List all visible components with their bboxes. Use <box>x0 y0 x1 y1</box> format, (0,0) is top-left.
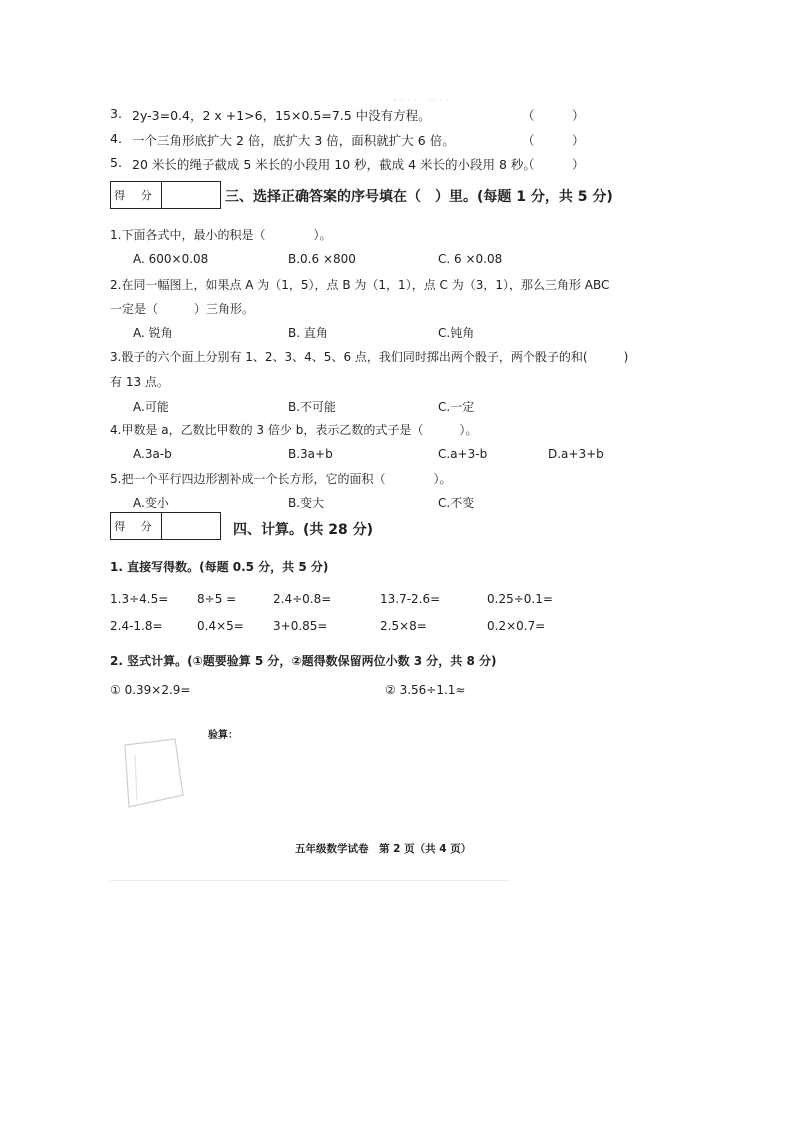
q2-stem-line1: 2.在同一幅图上，如果点 A 为（1，5），点 B 为（1，1），点 C 为（3，1），那么三角形 ABC <box>110 278 610 292</box>
mental-math-item[interactable]: 2.4-1.8= <box>110 619 163 633</box>
judge-item-5-text: 20 米长的绳子截成 5 米长的小段用 10 秒，截成 4 米长的小段用 8 秒。 <box>132 157 536 172</box>
score-label: 得 分 <box>111 182 162 208</box>
q2-option-b[interactable]: B. 直角 <box>288 326 328 340</box>
mental-math-item[interactable]: 1.3÷4.5= <box>110 592 169 606</box>
q5-option-c[interactable]: C.不变 <box>438 496 475 510</box>
q1-option-c[interactable]: C. 6 ×0.08 <box>438 252 503 266</box>
mental-math-item[interactable]: 0.25÷0.1= <box>487 592 553 606</box>
page-footer: 五年级数学试卷 第 2 页（共 4 页） <box>295 843 472 855</box>
score-label: 得 分 <box>111 513 162 539</box>
pencil-sketch-marks <box>115 725 235 825</box>
mental-math-item[interactable]: 3+0.85= <box>273 619 328 633</box>
judge-item-3-text: 2y-3=0.4，2 x +1>6，15×0.5=7.5 中没有方程。 <box>132 108 431 123</box>
section3-title: 三、选择正确答案的序号填在（ ）里。(每题 1 分，共 5 分) <box>225 189 613 205</box>
judge-item-3-number: 3. <box>110 106 122 121</box>
q2-option-a[interactable]: A. 锐角 <box>133 326 173 340</box>
mental-math-item[interactable]: 2.5×8= <box>380 619 427 633</box>
mental-math-item[interactable]: 13.7-2.6= <box>380 592 441 606</box>
q4-stem: 4.甲数是 a，乙数比甲数的 3 倍少 b，表示乙数的式子是（ ）。 <box>110 423 478 437</box>
mental-math-item[interactable]: 0.2×0.7= <box>487 619 546 633</box>
q4-option-b[interactable]: B.3a+b <box>288 447 333 461</box>
q3-stem-line1: 3.骰子的六个面上分别有 1、2、3、4、5、6 点，我们同时掷出两个骰子，两个骰子的和( ) <box>110 350 629 364</box>
q3-stem-line2: 有 13 点。 <box>110 375 169 389</box>
section4-sub1-title: 1. 直接写得数。(每题 0.5 分，共 5 分) <box>110 560 329 574</box>
section4-title: 四、计算。(共 28 分) <box>233 522 374 538</box>
q2-option-c[interactable]: C.钝角 <box>438 326 475 340</box>
section4-sub2-title: 2. 竖式计算。(①题要验算 5 分，②题得数保留两位小数 3 分，共 8 分) <box>110 654 497 668</box>
vertical-calc-problem-1[interactable]: ① 0.39×2.9= <box>110 683 191 697</box>
q5-option-a[interactable]: A.变小 <box>133 496 169 510</box>
q4-option-a[interactable]: A.3a-b <box>133 447 172 461</box>
judge-item-4-answer-paren[interactable]: （ ） <box>522 133 585 148</box>
score-blank[interactable] <box>162 513 220 539</box>
score-blank[interactable] <box>162 182 220 208</box>
q1-stem: 1.下面各式中，最小的积是（ ）。 <box>110 228 332 242</box>
judge-item-5-answer-paren[interactable]: （ ） <box>522 157 585 172</box>
q2-stem-line2: 一定是（ ）三角形。 <box>110 302 255 316</box>
score-box-section4 <box>110 512 221 540</box>
q1-option-b[interactable]: B.0.6 ×800 <box>288 252 356 266</box>
check-label: 验算： <box>208 730 238 741</box>
judge-item-4-text: 一个三角形底扩大 2 倍，底扩大 3 倍，面积就扩大 6 倍。 <box>132 133 455 148</box>
judge-item-5-number: 5. <box>110 155 122 170</box>
bleed-through-line <box>110 880 510 881</box>
mental-math-item[interactable]: 0.4×5= <box>197 619 244 633</box>
q5-stem: 5.把一个平行四边形割补成一个长方形，它的面积（ ）。 <box>110 472 452 486</box>
q1-option-a[interactable]: A. 600×0.08 <box>133 252 209 266</box>
mental-math-item[interactable]: 2.4÷0.8= <box>273 592 332 606</box>
q3-option-c[interactable]: C.一定 <box>438 400 475 414</box>
bleed-through-marks: · · · · ·· · · <box>393 94 450 107</box>
mental-math-item[interactable]: 8÷5 = <box>197 592 237 606</box>
score-box-section3 <box>110 181 221 209</box>
judge-item-4-number: 4. <box>110 131 122 146</box>
judge-item-3-answer-paren[interactable]: （ ） <box>522 108 585 123</box>
q5-option-b[interactable]: B.变大 <box>288 496 325 510</box>
q3-option-b[interactable]: B.不可能 <box>288 400 337 414</box>
q4-option-d[interactable]: D.a+3+b <box>548 447 604 461</box>
vertical-calc-problem-2[interactable]: ② 3.56÷1.1≈ <box>385 683 466 697</box>
q4-option-c[interactable]: C.a+3-b <box>438 447 488 461</box>
q3-option-a[interactable]: A.可能 <box>133 400 169 414</box>
